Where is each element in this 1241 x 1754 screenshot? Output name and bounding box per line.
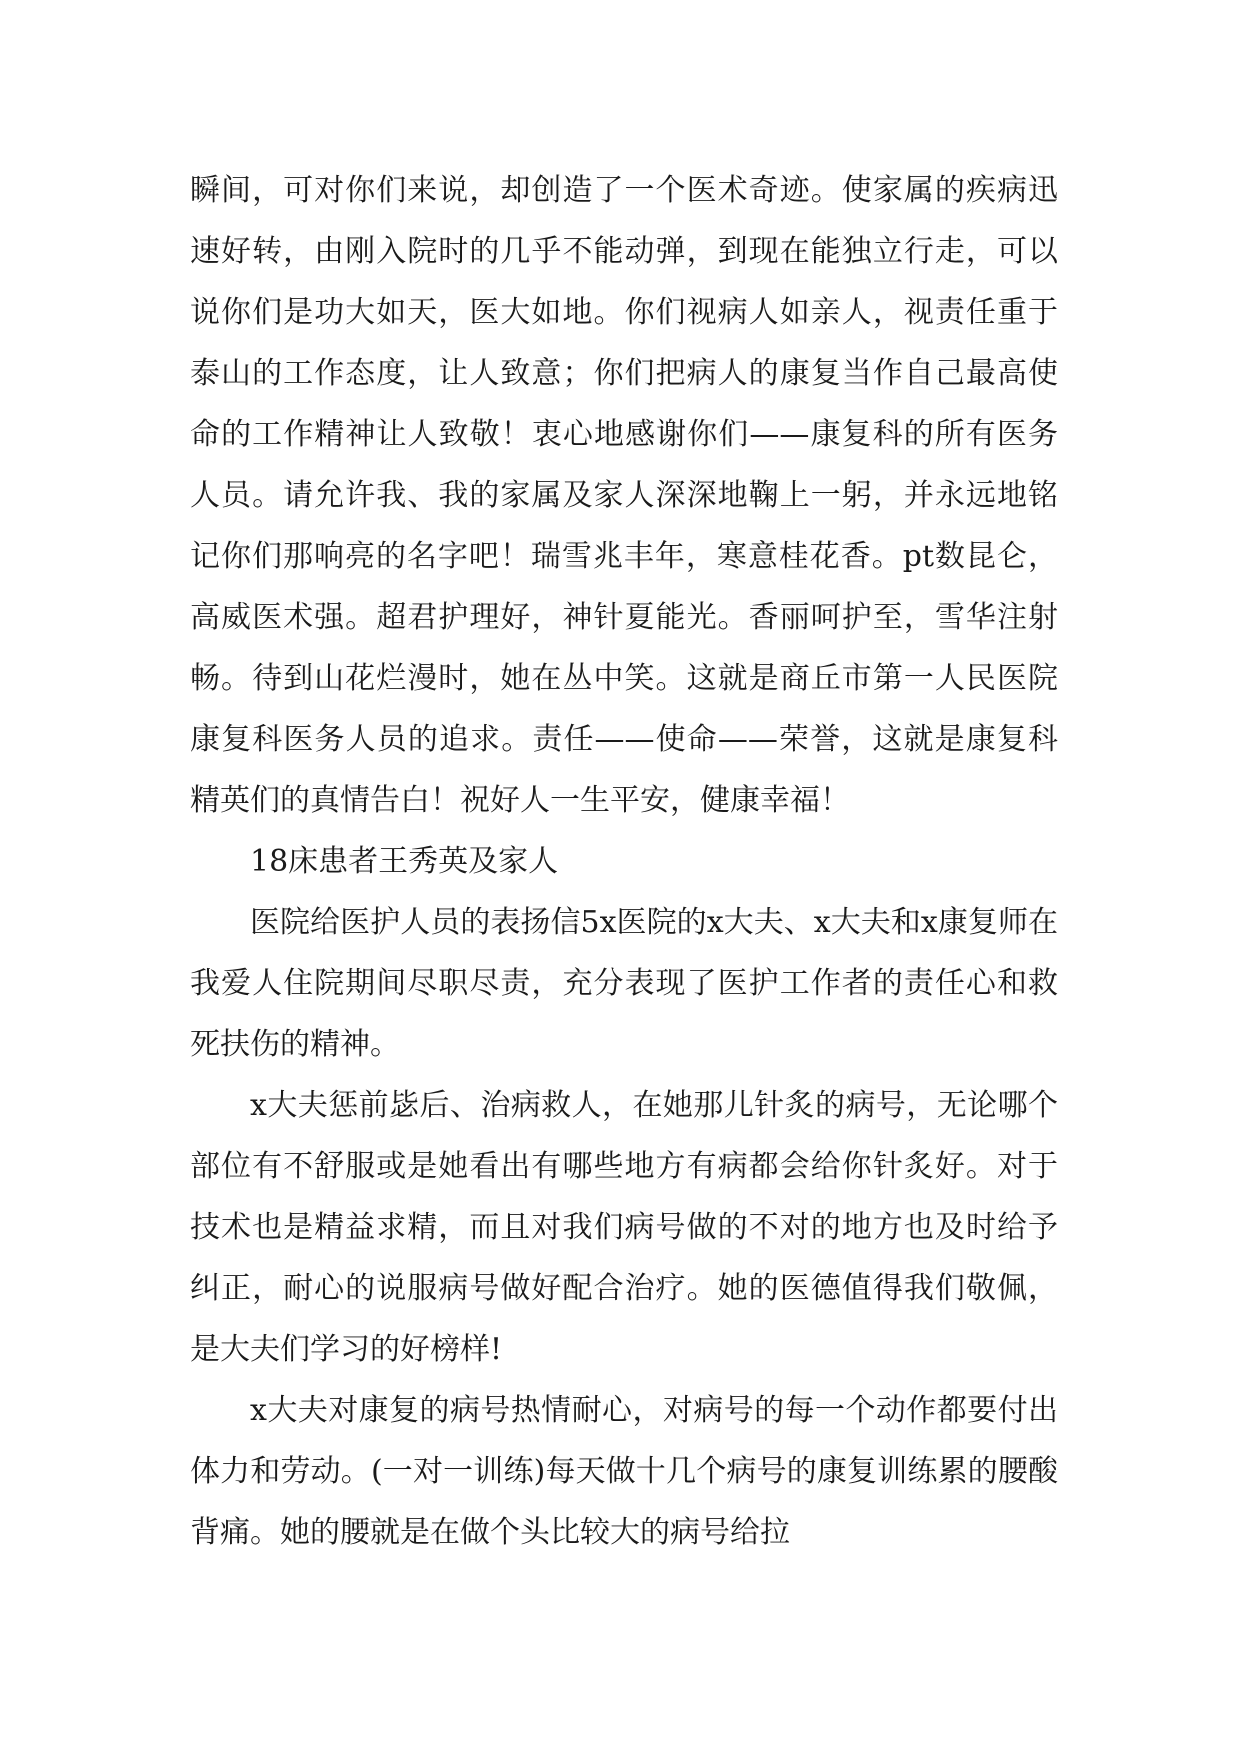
paragraph-rehab-praise: x大夫对康复的病号热情耐心，对病号的每一个动作都要付出体力和劳动。(一对一训练)每天做十几个病号的康复训练累的腰酸背痛。她的腰就是在做个头比较大的病号给拉	[190, 1393, 1058, 1550]
paragraph-signature: 18床患者王秀英及家人	[250, 844, 559, 879]
document-body	[190, 160, 1058, 1563]
paragraph-letter-intro: 医院给医护人员的表扬信5x医院的x大夫、x大夫和x康复师在我爱人住院期间尽职尽责，充分表现了医护工作者的责任心和救死扶伤的精神。	[190, 905, 1058, 1062]
paragraph-continuation: 瞬间，可对你们来说，却创造了一个医术奇迹。使家属的疾病迅速好转，由刚入院时的几乎不能动弹，到现在能独立行走，可以说你们是功大如天，医大如地。你们视病人如亲人，视责任重于泰山的工作态度，让人致意；你们把病人的康复当作自己最高使命的工作精神让人致敬！衷心地感谢你们——康复科的所有医务人员。请允许我、我的家属及家人深深地鞠上一躬，并永远地铭记你们那响亮的名字吧！瑞雪兆丰年，寒意桂花香。pt数昆仑，高威医术强。超君护理好，神针夏能光。香丽呵护至，雪华注射畅。待到山花烂漫时，她在丛中笑。这就是商丘市第一人民医院康复科医务人员的追求。责任——使命——荣誉，这就是康复科精英们的真情告白！祝好人一生平安，健康幸福！	[190, 173, 1058, 818]
paragraph-doctor-praise: x大夫惩前毖后、治病救人，在她那儿针炙的病号，无论哪个部位有不舒服或是她看出有哪些地方有病都会给你针炙好。对于技术也是精益求精，而且对我们病号做的不对的地方也及时给予纠正，耐心的说服病号做好配合治疗。她的医德值得我们敬佩，是大夫们学习的好榜样!	[190, 1088, 1058, 1367]
